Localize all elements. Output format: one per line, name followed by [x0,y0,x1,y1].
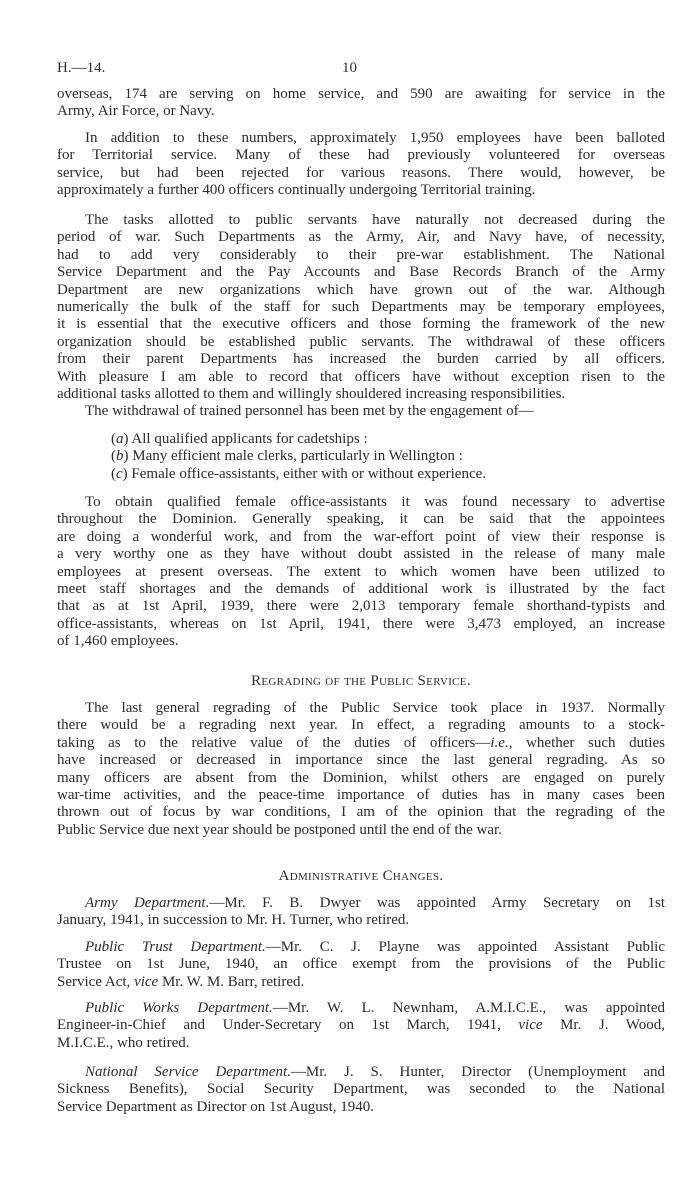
list-item-text: Female office-assistants, either with or without experience. [131,465,487,482]
text-line: there would be a regrading next year. In effect, a regrading amounts to a stock- [57,717,665,734]
text-line: The last general regrading of the Public Service took place in 1937. Normally [85,700,665,716]
text-line: a very worthy one as they have without doubt assisted in the release of many male [57,546,665,563]
text-line: The withdrawal of trained personnel has been met by the engagement of— [85,403,534,419]
department-name: Army Department. [85,895,210,911]
text-line: many officers are absent from the Dominion, whilst others are engaged on purely [57,769,665,786]
list-item: (b) Many efficient male clerks, particularly in Wellington : [111,448,463,465]
text-line: M.I.C.E., who retired. [57,1034,190,1051]
text-line [57,974,665,991]
page-number: 10 [342,60,357,76]
text-line: of 1,460 employees. [57,633,179,650]
list-item-text: All qualified applicants for cadetships : [131,431,368,447]
text-line: In addition to these numbers, approximately 1,950 employees have been balloted [85,130,665,146]
text-line: additional tasks allotted to them and willingly shouldered increasing responsibilities. [57,385,566,402]
text-line: employees at present overseas. The extent to which women have been utilized to [57,563,665,580]
text-run: Mr. W. M. Barr, retired. [158,973,305,990]
paragraph-territorial [57,130,665,200]
text-line: service, but had been rejected for various reasons. There would, however, be [57,164,665,181]
text-line: thrown out of focus by war conditions, I am of the opinion that the regrading of the [57,804,665,821]
text-run: —Mr. F. B. Dwyer was appointed Army Secretary on 1st [209,895,665,911]
list-marker: c [116,465,123,482]
text-run: Engineer-in-Chief and Under-Secretary on 1st March, 1941, [57,1017,519,1034]
department-name: National Service Department. [85,1064,291,1080]
section-heading-regrading [57,673,665,690]
heading-text: Regrading of the Public Service. [251,673,471,689]
text-run: —Mr. J. S. Hunter, Director (Unemployment and [290,1064,665,1080]
text-line: Sickness Benefits), Social Security Department, was seconded to the National [57,1081,665,1098]
text-line [57,1000,665,1017]
paragraph-army-department [57,895,665,930]
italic-word: vice [518,1017,543,1034]
list-marker: a [116,431,124,447]
text-line [57,895,665,912]
text-line: Trustee on 1st June, 1940, an office exempt from the provisions of the Public [57,956,665,973]
text-line: are doing a wonderful work, and from the war-effort point of view their response is [57,528,665,545]
paragraph-public-trust [57,939,665,991]
text-line [57,1017,665,1034]
text-line: With pleasure I am able to record that officers have without exception risen to the [57,368,665,385]
text-line: Department are new organizations which have grown out of the war. Although [57,281,665,298]
text-run: Mr. J. Wood, [542,1017,665,1034]
list-marker: b [116,448,124,465]
text-line: The tasks allotted to public servants have naturally not decreased during the [85,212,665,228]
paragraph-public-works [57,1000,665,1052]
text-line: meet staff shortages and the demands of additional work is illustrated by the fact [57,580,665,597]
italic-abbreviation: i.e. [490,734,509,751]
text-line: organization should be established public servants. The withdrawal of these officers [57,333,665,350]
paragraph-withdrawal [57,403,665,420]
text-line: January, 1941, in succession to Mr. H. Turner, who retired. [57,912,410,929]
department-name: Public Works Department. [85,1000,273,1016]
text-run: taking as to the relative value of the duties of officers— [57,734,491,751]
text-line: office-assistants, whereas on 1st April, 1941, there were 3,473 employed, an increase [57,615,665,632]
text-line: Service Department as Director on 1st August, 1940. [57,1098,375,1115]
text-line: Army, Air Force, or Navy. [57,103,215,120]
text-run: , whether such duties [508,734,665,751]
text-line [57,1064,665,1081]
paragraph-regrading [57,700,665,839]
paragraph-national-service [57,1064,665,1116]
text-line [57,735,665,752]
section-heading-administrative [57,868,665,885]
list-item: (a) All qualified applicants for cadetships : [111,431,368,447]
list-item: (c) Female office-assistants, either with or without experience. [111,465,487,482]
text-run: —Mr. W. L. Newnham, A.M.I.C.E., was appointed [272,1000,665,1016]
list-item-text: Many efficient male clerks, particularly in Wellington : [132,448,463,465]
text-line: for Territorial service. Many of these had previously volunteered for overseas [57,147,665,164]
text-line: had to add very considerably to their pre-war establishment. The National [57,246,665,263]
text-line: Public Service due next year should be postponed until the end of the war. [57,821,502,838]
paragraph-tasks [57,212,665,403]
text-run: Service Act, [57,973,135,990]
department-name: Public Trust Department. [85,939,266,955]
text-line: Service Department and the Pay Accounts and Base Records Branch of the Army [57,264,665,281]
paragraph-female-assistants [57,494,665,651]
text-line: To obtain qualified female office-assistants it was found necessary to advertise [85,494,665,510]
text-line: it is essential that the executive officers and those forming the framework of the new [57,316,665,333]
text-line: numerically the bulk of the staff for such Departments may be temporary employees, [57,298,665,315]
text-line: period of war. Such Departments as the Army, Air, and Navy have, of necessity, [57,229,665,246]
text-line: from their parent Departments has increased the burden carried by all officers. [57,351,665,368]
paragraph-service-numbers [57,86,665,121]
text-run: —Mr. C. J. Playne was appointed Assistant Public [265,939,665,955]
text-line: approximately a further 400 officers continually undergoing Territorial training. [57,182,536,199]
document-code: H.—14. [57,60,106,76]
text-line [57,939,665,956]
heading-text: Administrative Changes. [278,868,444,884]
italic-word: vice [134,973,159,990]
text-line: throughout the Dominion. Generally speaking, it can be said that the appointees [57,511,665,528]
text-line: war-time activities, and the peace-time importance of duties has in many cases been [57,786,665,803]
text-line: that as at 1st April, 1939, there were 2,013 temporary female shorthand-typists and [57,598,665,615]
text-line: have increased or decreased in importance since the last general regrading. As so [57,752,665,769]
engagement-list [57,431,665,483]
text-line: overseas, 174 are serving on home service, and 590 are awaiting for service in the [57,86,665,102]
